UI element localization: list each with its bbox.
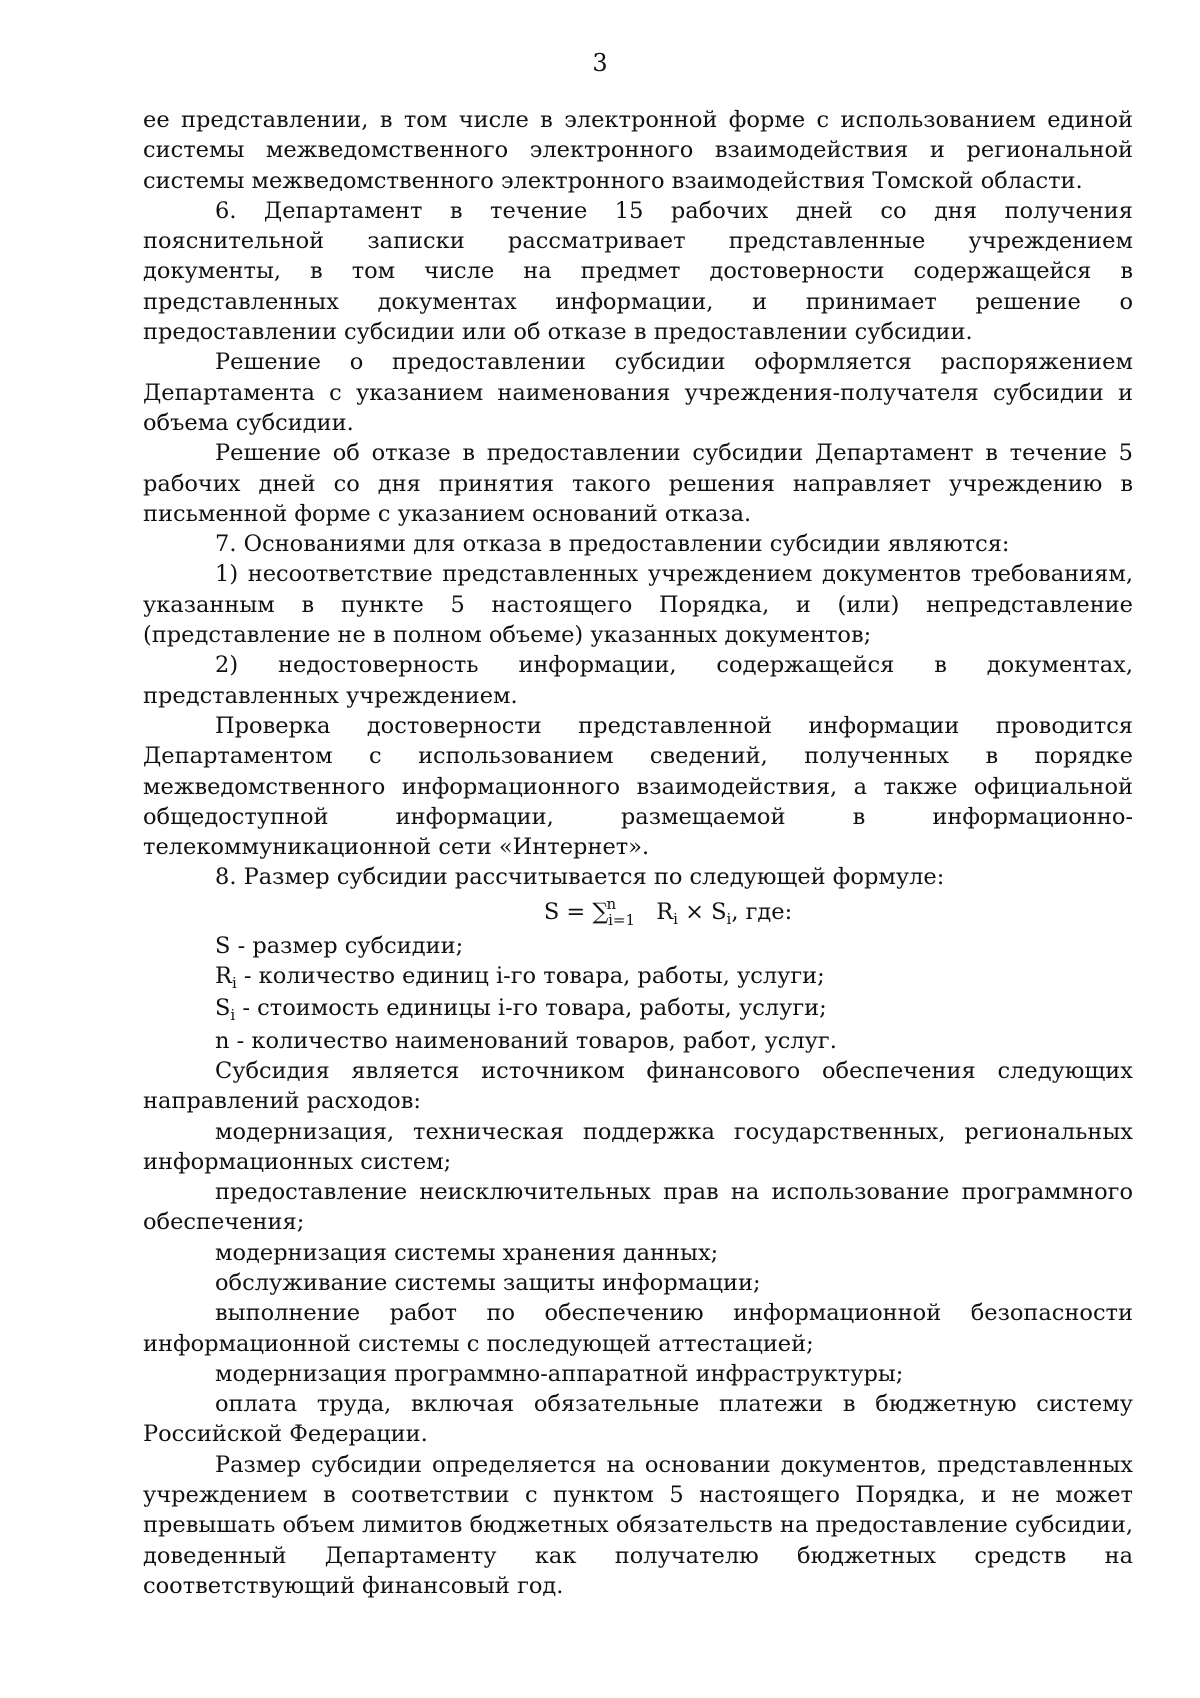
expense-item: обслуживание системы защиты информации; xyxy=(215,1269,761,1296)
formula-subscript-r: i xyxy=(673,909,678,928)
paragraph-item-6: 6. Департамент в течение 15 рабочих дней со дня получения пояснительной записки рассматривает представленные учреждением документы, в том числе на предмет достоверности содержащейся в представленных документах информации, и принимает решение о предоставлении субсидии или об отказе в предоставлении субсидии. xyxy=(143,197,1133,346)
variable-si-definition: $S_i$ - стоимость единицы i-го товара, работы, услуги; xyxy=(215,995,827,1025)
formula-term-s: × S xyxy=(677,898,727,925)
variable-s-definition: S - размер субсидии; xyxy=(215,932,464,959)
expense-item: модернизация системы хранения данных; xyxy=(215,1239,719,1266)
formula-term-r: R xyxy=(649,898,674,925)
paragraph-item-8: 8. Размер субсидии рассчитывается по следующей формуле: xyxy=(215,864,945,891)
sum-symbol: ∑$^n_{i=1}$ xyxy=(592,894,636,929)
formula-lhs: S = xyxy=(543,898,593,925)
formula-tail: , где: xyxy=(731,898,793,925)
formula-subscript-s: i xyxy=(726,909,732,928)
variable-ri-definition: $R_i$ - количество единиц i-го товара, работы, услуги; xyxy=(215,963,825,993)
variable-n-definition: n - количество наименований товаров, работ, услуг. xyxy=(215,1027,837,1054)
paragraph-decision-refusal: Решение об отказе в предоставлении субсидии Департамент в течение 5 рабочих дней со дня принятия такого решения направляет учреждению в письменной форме с указанием оснований отказа. xyxy=(143,440,1133,527)
sum-upper-limit: n xyxy=(606,894,617,913)
document-body xyxy=(143,105,1133,1601)
expense-item: модернизация программно-аппаратной инфраструктуры; xyxy=(215,1360,904,1387)
paragraph-expenses-intro: Субсидия является источником финансового обеспечения следующих направлений расходов: xyxy=(143,1057,1133,1115)
sum-lower-limit: i=1 xyxy=(608,910,636,929)
paragraph-item-7-1: 1) несоответствие представленных учреждением документов требованиям, указанным в пункте 5 настоящего Порядка, и (или) непредставление (представление не в полном объеме) указанных документов; xyxy=(143,561,1133,649)
paragraph-subsidy-amount: Размер субсидии определяется на основании документов, представленных учреждением в соответствии с пунктом 5 настоящего Порядка, и не может превышать объем лимитов бюджетных обязательств на предоставление субсидии, доведенный Департаменту как получателю бюджетных средств на соответствующий финансовый год. xyxy=(143,1451,1133,1599)
expense-item: оплата труда, включая обязательные платежи в бюджетную систему Российской Федерации. xyxy=(143,1391,1133,1448)
paragraph-item-7-2: 2) недостоверность информации, содержащейся в документах, представленных учреждением. xyxy=(143,652,1133,709)
paragraph-continuation: ее представлении, в том числе в электронной форме с использованием единой системы межведомственного электронного взаимодействия и региональной системы межведомственного электронного взаимодействия Томской области. xyxy=(143,107,1133,194)
paragraph-decision-grant: Решение о предоставлении субсидии оформляется распоряжением Департамента с указанием наименования учреждения-получателя субсидии и объема субсидии. xyxy=(143,349,1133,436)
page-number: 3 xyxy=(592,49,608,77)
expense-item: выполнение работ по обеспечению информационной безопасности информационной системы с последующей аттестацией; xyxy=(143,1300,1133,1357)
expense-item: модернизация, техническая поддержка государственных, региональных информационных систем; xyxy=(143,1118,1133,1175)
expense-item: предоставление неисключительных прав на использование программного обеспечения; xyxy=(143,1179,1133,1236)
paragraph-verification: Проверка достоверности представленной информации проводится Департаментом с использованием сведений, полученных в порядке межведомственного информационного взаимодействия, а также официальной общедоступной информации, размещаемой в информационно-телекоммуникационной сети «Интернет». xyxy=(143,712,1133,861)
paragraph-item-7: 7. Основаниями для отказа в предоставлении субсидии являются: xyxy=(215,531,1010,558)
subsidy-formula xyxy=(143,893,1133,931)
